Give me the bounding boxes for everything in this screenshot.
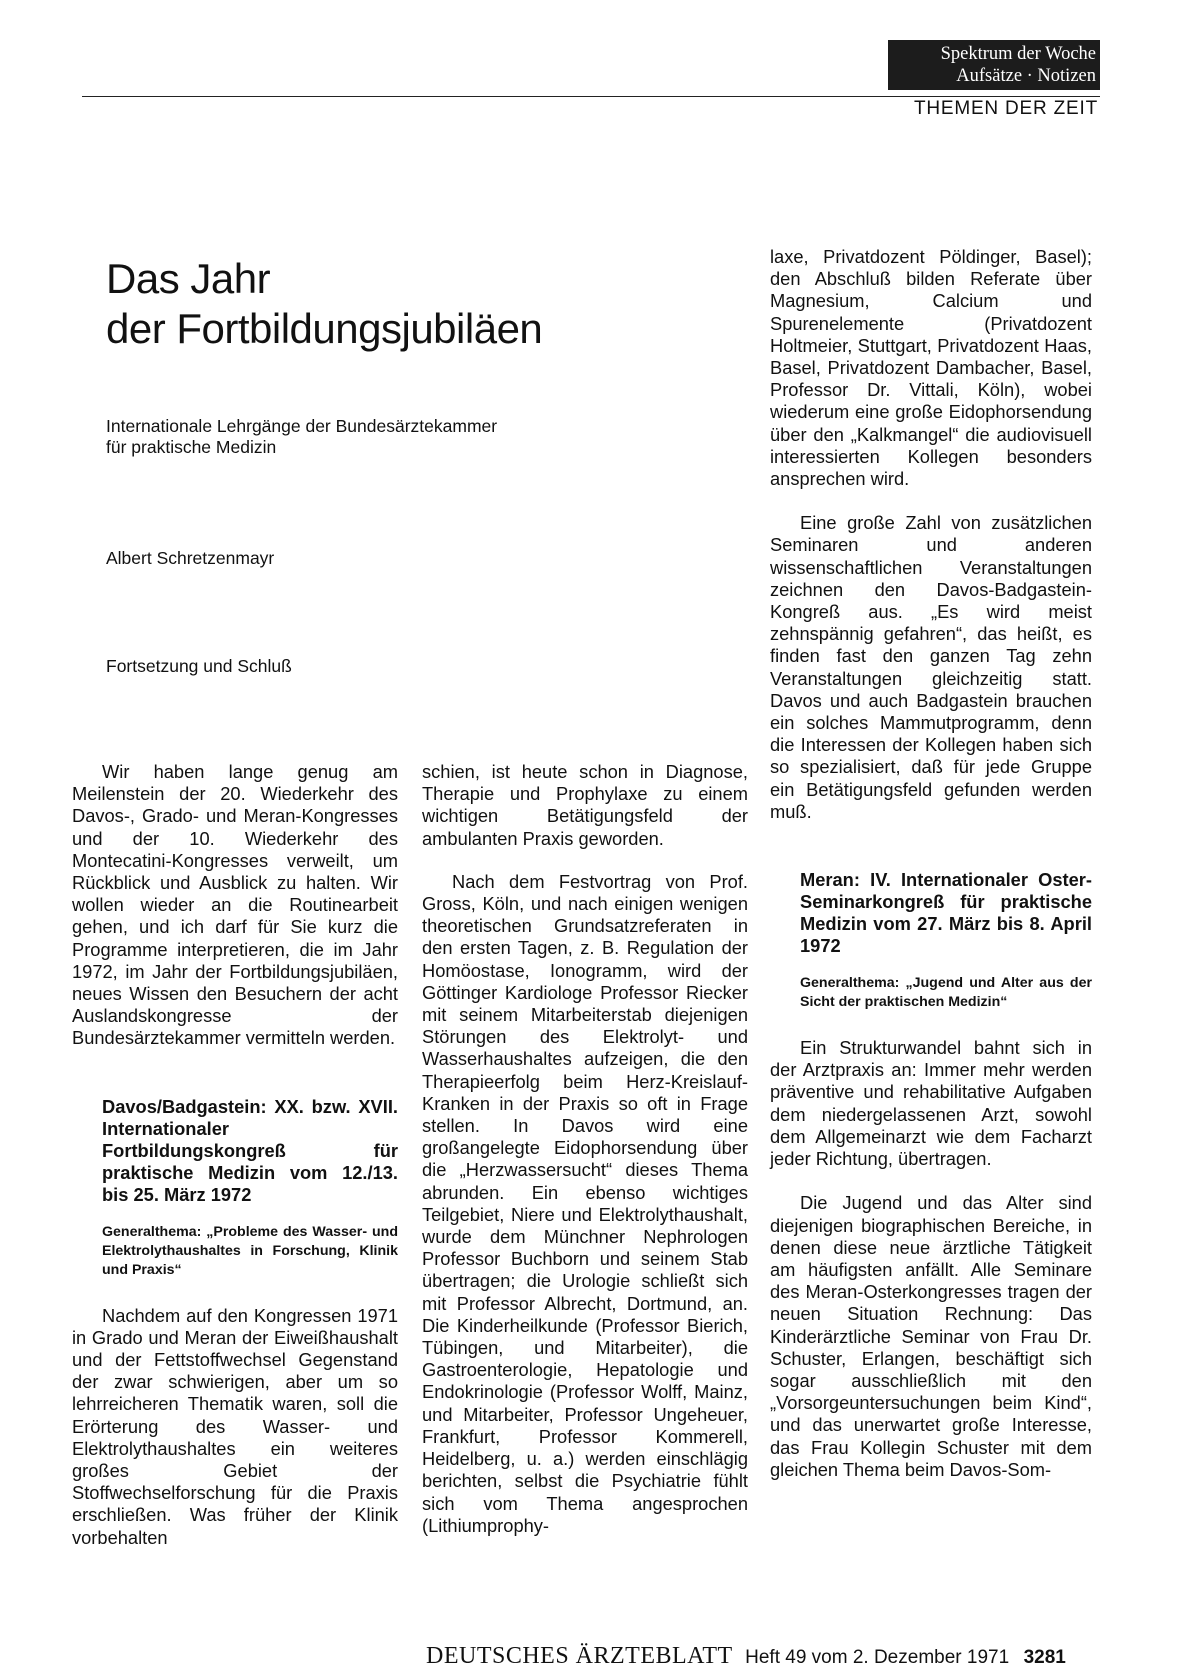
spacer: [72, 1206, 398, 1223]
title-line-1: Das Jahr: [106, 255, 271, 302]
spacer: [770, 1170, 1092, 1192]
spacer: [770, 823, 1092, 869]
spacer: [770, 1012, 1092, 1037]
subtitle-line-1: Internationale Lehrgänge der Bundesärztekammer: [106, 416, 498, 436]
spacer: [770, 957, 1092, 974]
header-rule: [82, 96, 1100, 97]
article-subtitle: [106, 416, 497, 458]
spacer: [770, 490, 1092, 512]
text-column-middle: [422, 761, 748, 1537]
article-title: [106, 254, 542, 354]
paragraph: Wir haben lange genug am Meilenstein der 20. Wiederkehr des Davos-, Grado- und Meran-Kongresses und der 10. Wiederkehr des Montecatini-Kongresses verweilt, um Rückblick und Ausblick zu halten. Wir wollen wieder an die Routinearbeit gehen, und ich darf für Sie kurz die Programme interpretieren, die im Jahr 1972, im Jahr der Fortbildungsjubiläen, neues Wissen den Besuchern der acht Auslandskongresse der Bundesärztekammer vermitteln werden.: [72, 761, 398, 1049]
general-theme: Generalthema: „Jugend und Alter aus der Sicht der praktischen Medizin“: [800, 975, 1092, 1011]
general-theme: Generalthema: „Probleme des Wasser- und Elektrolythaushaltes in Forschung, Klinik und Praxis“: [102, 1223, 398, 1278]
section-heading: Meran: IV. Internationaler Oster-Seminarkongreß für praktische Medizin vom 27. März bis 8. April 1972: [800, 869, 1092, 957]
text-column-right: [770, 246, 1092, 1481]
page-footer: [426, 1643, 1066, 1670]
continuation-note: Fortsetzung und Schluß: [106, 656, 292, 676]
paragraph: schien, ist heute schon in Diagnose, Therapie und Prophylaxe zu einem wichtigen Betätigungsfeld der ambulanten Praxis geworden.: [422, 761, 748, 849]
section-heading: Davos/Badgastein: XX. bzw. XVII. Internationaler Fortbildungskongreß für praktische Medizin vom 12./13. bis 25. März 1972: [102, 1095, 398, 1205]
paragraph: Nach dem Festvortrag von Prof. Gross, Köln, und nach einigen wenigen theoretischen Grundsatzreferaten in den ersten Tagen, z. B. Regulation der Homöostase, Ionogramm, wird der Göttinger Kardiologe Professor Riecker mit seinem Mitarbeiterstab diejenigen Störungen des Elektrolyt- und Wasserhaushaltes aufzeigen, die den Therapieerfolg beim Herz-Kreislauf-Kranken in der Praxis so oft in Frage stellen. In Davos wird eine großangelegte Eidophorsendung über die „Herzwassersucht“ dieses Thema abrunden. Ein ebenso wichtiges Teilgebiet, Niere und Elektrolythaushalt, wurde dem Münchner Nephrologen Professor Buchborn und seinem Stab übertragen; die Urologie schließt sich mit Professor Albrecht, Dortmund, an. Die Kinderheilkunde (Professor Bierich, Tübingen, und Mitarbeiter), die Gastroenterologie, Hepatologie und Endokrinologie (Professor Wolff, Mainz, und Mitarbeiter, Professor Ungeheuer, Frankfurt, Professor Kommerell, Heidelberg, u. a.) werden einschlägig berichten, selbst die Psychiatrie fühlt sich vom Thema angesprochen (Lithiumprophy-: [422, 870, 748, 1536]
spacer: [72, 1050, 398, 1096]
paragraph: Nachdem auf den Kongressen 1971 in Grado und Meran der Eiweißhaushalt und der Fettstoffwechsel Gegenstand der zwar schwierigen, aber um so lehrreicheren Thematik waren, soll die Erörterung des Wasser- und Elektrolythaushaltes ein weiteres großes Gebiet der Stoffwechselforschung für die Praxis erschließen. Was früher der Klinik vorbehalten: [72, 1304, 398, 1548]
text-column-left: [72, 761, 398, 1549]
subtitle-line-2: für praktische Medizin: [106, 437, 277, 457]
paragraph: laxe, Privatdozent Pöldinger, Basel); den Abschluß bilden Referate über Magnesium, Calcium und Spurenelemente (Privatdozent Holtmeier, Stuttgart, Privatdozent Haas, Basel, Privatdozent Dambacher, Basel, Professor Dr. Vittali, Köln), wobei wiederum eine große Eidophorsendung über den „Kalkmangel“ die audiovisuell interessierten Kollegen besonders ansprechen wird.: [770, 246, 1092, 490]
paragraph: Ein Strukturwandel bahnt sich in der Arztpraxis an: Immer mehr werden präventive und rehabilitative Aufgaben dem niedergelassenen Arzt, sowohl dem Allgemeinarzt wie dem Facharzt jeder Richtung, übertragen.: [770, 1037, 1092, 1170]
paragraph: Die Jugend und das Alter sind diejenigen biographischen Bereiche, in denen diese neue ärztliche Tätigkeit am häufigsten anfällt. Alle Seminare des Meran-Osterkongresses tragen der neuen Situation Rechnung: Das Kinderärztliche Seminar von Frau Dr. Schuster, Erlangen, beschäftigt sich sogar ausschließlich mit den „Vorsorgeuntersuchungen beim Kind“, und das unerwartet große Interesse, das Frau Kollegin Schuster mit dem gleichen Thema beim Davos-Som-: [770, 1192, 1092, 1480]
badge-line-1: Spektrum der Woche: [940, 44, 1096, 64]
title-line-2: der Fortbildungsjubiläen: [106, 305, 543, 352]
spacer: [422, 850, 748, 871]
journal-name: DEUTSCHES ÄRZTEBLATT: [426, 1643, 733, 1669]
page-number: 3281: [1023, 1647, 1066, 1668]
issue-info: Heft 49 vom 2. Dezember 1971: [745, 1647, 1010, 1668]
section-label: THEMEN DER ZEIT: [913, 98, 1098, 119]
paragraph: Eine große Zahl von zusätzlichen Seminaren und anderen wissenschaftlichen Veranstaltungen zeichnen den Davos-Badgastein-Kongreß aus. „Es wird meist zehnspännig gefahren“, das heißt, es finden fast den ganzen Tag zehn Veranstaltungen gleichzeitig statt. Davos und auch Badgastein brauchen ein solches Mammutprogramm, denn die Interessen der Kollegen haben sich so spezialisiert, daß für jede Gruppe ein Betätigungsfeld gefunden werden muß.: [770, 512, 1092, 822]
spacer: [72, 1280, 398, 1305]
article-author: Albert Schretzenmayr: [106, 548, 275, 568]
section-badge: [888, 40, 1100, 90]
badge-line-2: Aufsätze · Notizen: [956, 66, 1096, 86]
